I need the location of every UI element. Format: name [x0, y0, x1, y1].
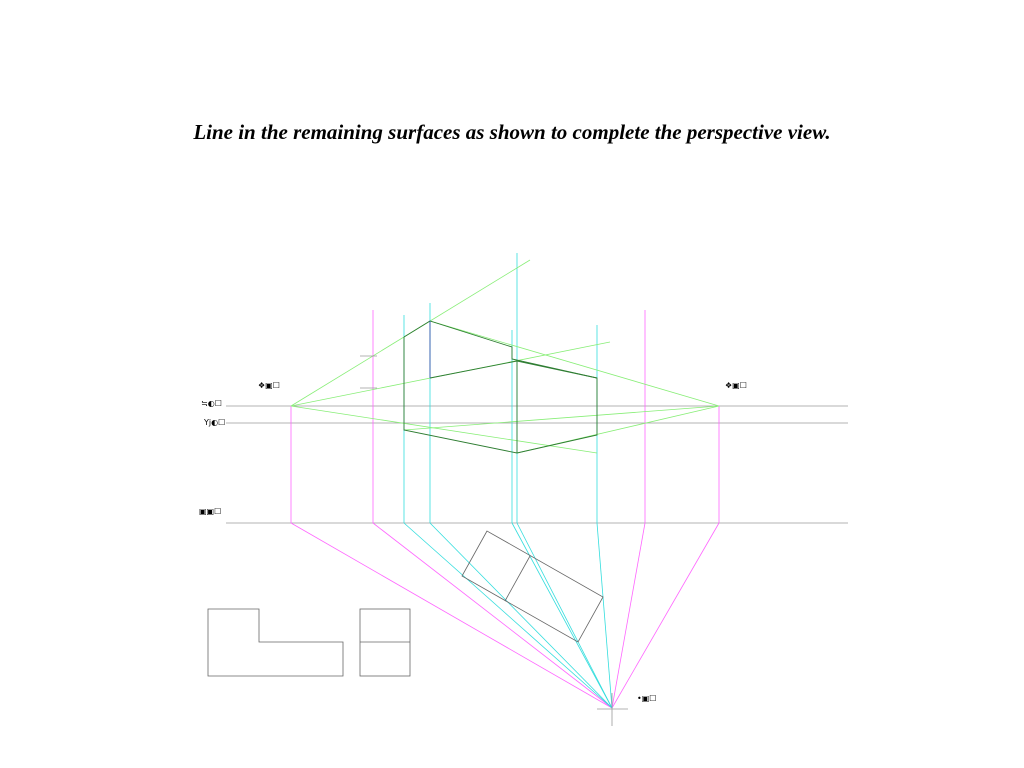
object-outline [404, 321, 597, 453]
plan-view [462, 531, 603, 642]
front-view [208, 609, 343, 676]
perspective-object [404, 321, 597, 453]
horizon-line-label: ≒◐☐ [201, 399, 222, 408]
ground-line-label: Yj◐☐ [204, 418, 226, 427]
magenta-projectors [291, 310, 719, 708]
vanishing-lines [291, 260, 719, 453]
picture-plane-label: ▣▣☐ [199, 507, 222, 516]
cyan-projectors [404, 253, 612, 708]
object-inner-edge [430, 361, 517, 378]
measuring-ticks [360, 356, 377, 388]
station-point-label: •▣☐ [637, 694, 657, 703]
vp-right-label: ❖▣☐ [725, 381, 747, 390]
slide-title: Line in the remaining surfaces as shown to complete the perspective view. [193, 120, 831, 144]
side-view [360, 609, 410, 676]
reference-lines [226, 406, 848, 523]
vp-left-label: ❖▣☐ [258, 381, 280, 390]
